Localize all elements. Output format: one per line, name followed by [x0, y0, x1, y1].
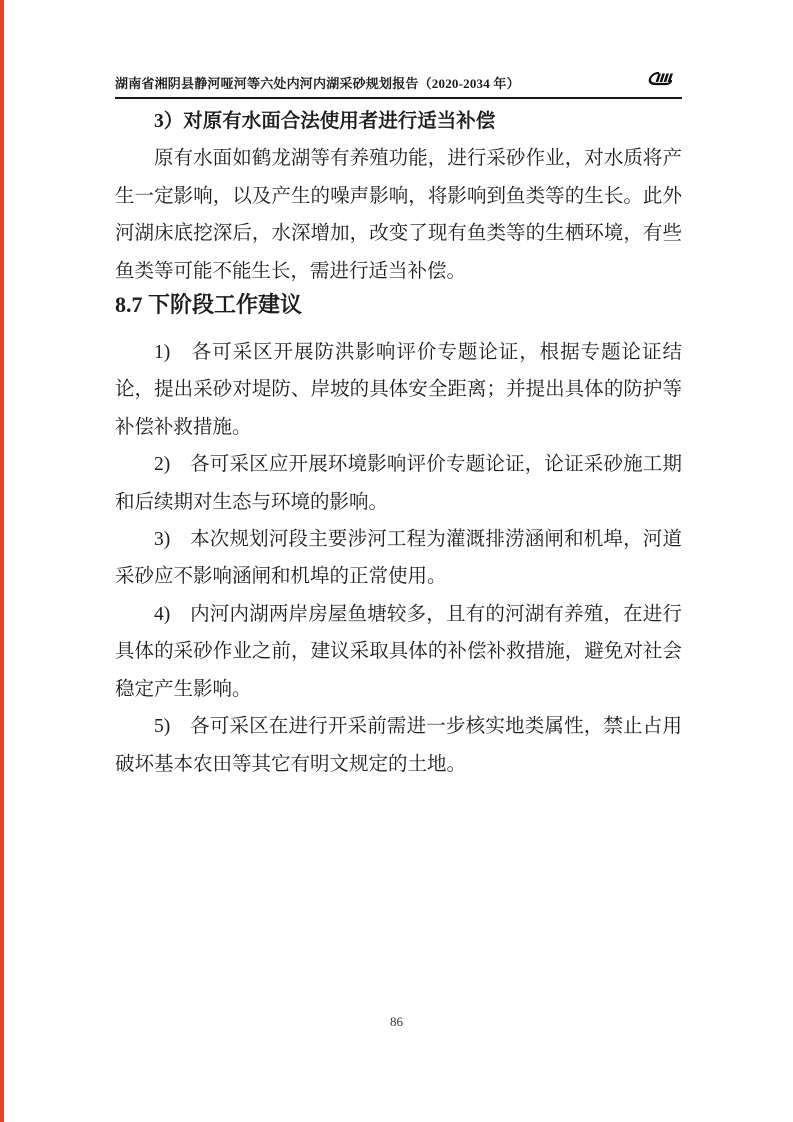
company-logo-icon: [644, 70, 674, 92]
recommendation-item-3: 3) 本次规划河段主要涉河工程为灌溉排涝涵闸和机埠，河道采砂应不影响涵闸和机埠的正常使用。: [115, 529, 682, 588]
recommendation-item-4: 4) 内河内湖两岸房屋鱼塘较多，且有的河湖有养殖，在进行具体的采砂作业之前，建议采取具体的补偿补救措施，避免对社会稳定产生影响。: [115, 603, 682, 700]
recommendation-item-2: 2) 各可采区应开展环境影响评价专题论证，论证采砂施工期和后续期对生态与环境的影响。: [115, 454, 682, 513]
subsection-heading: 3）对原有水面合法使用者进行适当补偿: [154, 111, 496, 132]
page-left-red-edge: [0, 0, 4, 1122]
header-title: 湖南省湘阴县静河哑河等六处内河内湖采砂规划报告（2020-2034 年）: [115, 76, 520, 91]
recommendation-item-1: 1) 各可采区开展防洪影响评价专题论证，根据专题论证结论，提出采砂对堤防、岸坡的具体安全距离；并提出具体的防护等补偿补救措施。: [115, 342, 682, 438]
recommendation-item-5: 5) 各可采区在进行开采前需进一步核实地类属性，禁止占用破坏基本农田等其它有明文规定的土地。: [115, 716, 682, 775]
document-body: [115, 103, 682, 783]
page-number: 86: [390, 1014, 403, 1029]
page-header: [115, 70, 682, 99]
section-heading-8-7: 8.7 下阶段工作建议: [115, 292, 303, 318]
paragraph-compensation: 原有水面如鹤龙湖等有养殖功能，进行采砂作业，对水质将产生一定影响，以及产生的噪声影响，将影响到鱼类等的生长。此外河湖床底挖深后，水深增加，改变了现有鱼类等的生栖环境，有些鱼类等可能不能生长，需进行适当补偿。: [115, 148, 682, 282]
